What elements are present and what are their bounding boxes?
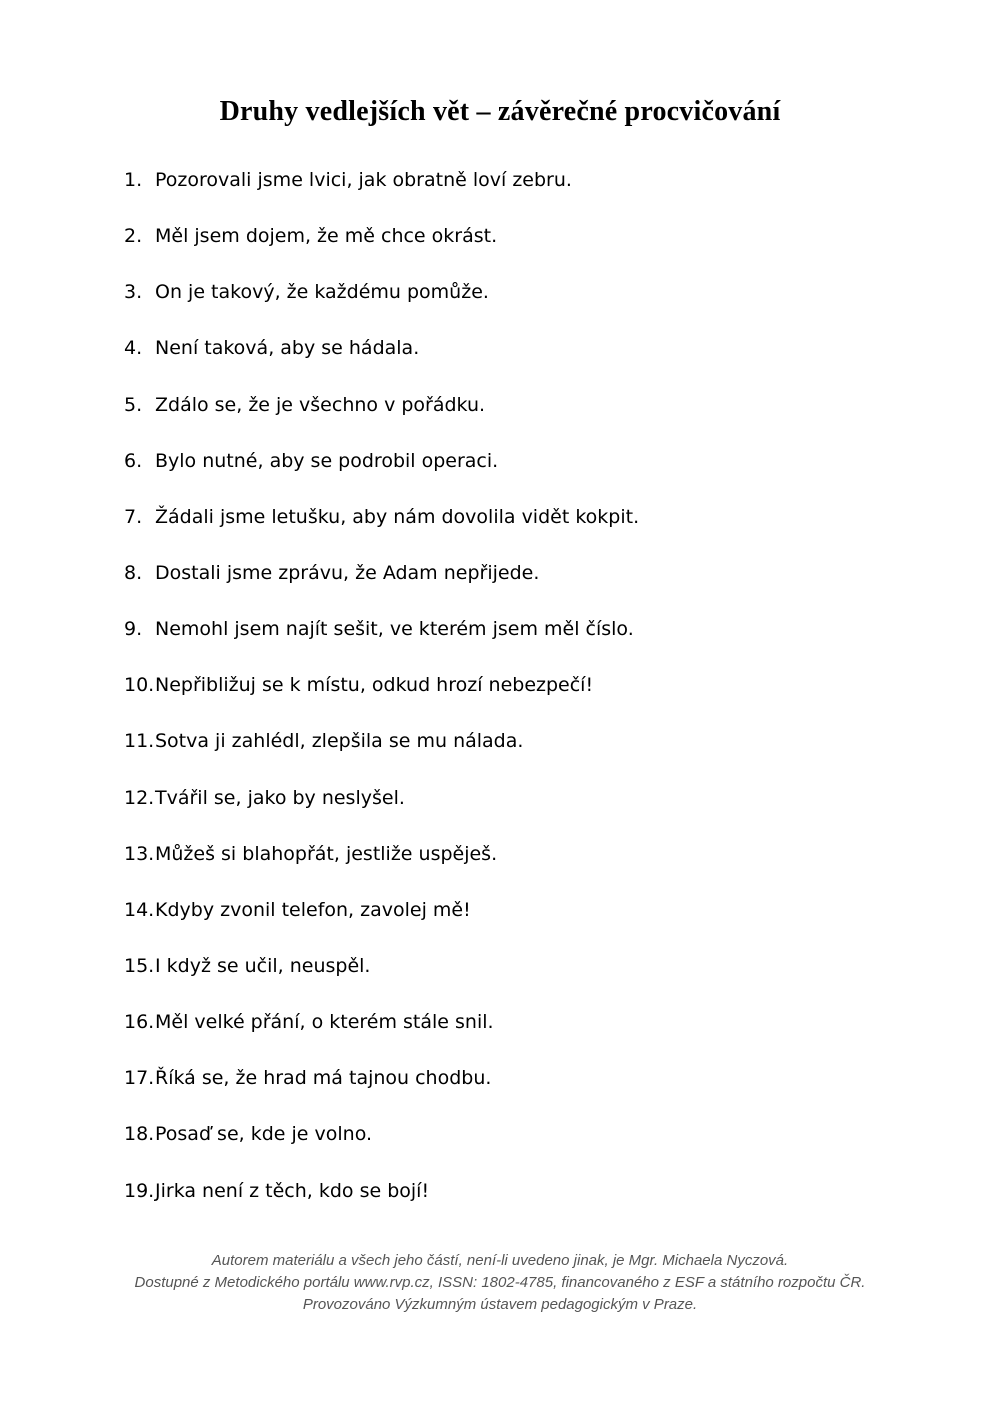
item-number: 4.: [124, 337, 143, 360]
item-number: 11.: [124, 730, 155, 753]
list-item: [0, 558, 1000, 614]
item-text: Dostali jsme zprávu, že Adam nepřijede.: [155, 561, 540, 584]
list-item: [0, 502, 1000, 558]
item-number: 17.: [124, 1067, 155, 1090]
item-text: Můžeš si blahopřát, jestliže uspěješ.: [155, 842, 498, 865]
list-item: [0, 726, 1000, 782]
list-item: [0, 670, 1000, 726]
item-text: Bylo nutné, aby se podrobil operaci.: [155, 449, 499, 472]
list-item: [0, 446, 1000, 502]
list-item: [0, 614, 1000, 670]
item-text: Sotva ji zahlédl, zlepšila se mu nálada.: [155, 730, 524, 753]
item-text: Zdálo se, že je všechno v pořádku.: [155, 393, 486, 416]
footer-author-line: Autorem materiálu a všech jeho částí, není-li uvedeno jinak, je Mgr. Michaela Nyczová.: [211, 1252, 789, 1269]
footer-source-line: Dostupné z Metodického portálu www.rvp.cz, ISSN: 1802-4785, financovaného z ESF a státního rozpočtu ČR.: [134, 1274, 866, 1291]
item-text: I když se učil, neuspěl.: [155, 954, 371, 977]
item-text: Měl velké přání, o kterém stále snil.: [155, 1011, 494, 1034]
list-item: [0, 951, 1000, 1007]
footer-attribution: [0, 1250, 1000, 1316]
item-text: Posaď se, kde je volno.: [155, 1123, 373, 1146]
item-text: Žádali jsme letušku, aby nám dovolila vidět kokpit.: [155, 505, 640, 528]
item-text: Není taková, aby se hádala.: [155, 337, 420, 360]
item-number: 12.: [124, 786, 155, 809]
item-number: 10.: [124, 674, 155, 697]
item-number: 5.: [124, 393, 143, 416]
item-text: Tvářil se, jako by neslyšel.: [155, 786, 405, 809]
item-number: 16.: [124, 1011, 155, 1034]
list-item: [0, 1007, 1000, 1063]
list-item: [0, 1063, 1000, 1119]
list-item: [0, 277, 1000, 333]
item-text: Říká se, že hrad má tajnou chodbu.: [155, 1067, 492, 1090]
item-number: 18.: [124, 1123, 155, 1146]
item-text: Měl jsem dojem, že mě chce okrást.: [155, 225, 498, 248]
item-number: 9.: [124, 618, 143, 641]
list-item: [0, 333, 1000, 389]
item-number: 1.: [124, 169, 143, 191]
item-text: Pozorovali jsme lvici, jak obratně loví zebru.: [155, 169, 572, 191]
item-number: 6.: [124, 449, 143, 472]
item-number: 19.: [124, 1179, 155, 1202]
item-number: 2.: [124, 225, 143, 248]
list-item: [0, 221, 1000, 277]
list-item: [0, 390, 1000, 446]
list-item: [0, 895, 1000, 951]
page-title: Druhy vedlejších vět – závěrečné procvičování: [219, 96, 781, 127]
item-number: 14.: [124, 898, 155, 921]
item-number: 3.: [124, 281, 143, 304]
list-item: [0, 783, 1000, 839]
list-item: [0, 839, 1000, 895]
item-text: Kdyby zvonil telefon, zavolej mě!: [155, 898, 471, 921]
item-number: 15.: [124, 954, 155, 977]
list-item: [0, 1176, 1000, 1232]
item-text: On je takový, že každému pomůže.: [155, 281, 489, 304]
sentence-list: [0, 165, 1000, 1232]
item-text: Nemohl jsem najít sešit, ve kterém jsem měl číslo.: [155, 618, 634, 641]
item-text: Jirka není z těch, kdo se bojí!: [155, 1179, 430, 1202]
item-number: 13.: [124, 842, 155, 865]
item-number: 7.: [124, 505, 143, 528]
item-text: Nepřibližuj se k místu, odkud hrozí nebezpečí!: [155, 674, 594, 697]
footer-operator-line: Provozováno Výzkumným ústavem pedagogickým v Praze.: [302, 1296, 698, 1313]
item-number: 8.: [124, 561, 143, 584]
list-item: [0, 1119, 1000, 1175]
list-item: [0, 165, 1000, 221]
